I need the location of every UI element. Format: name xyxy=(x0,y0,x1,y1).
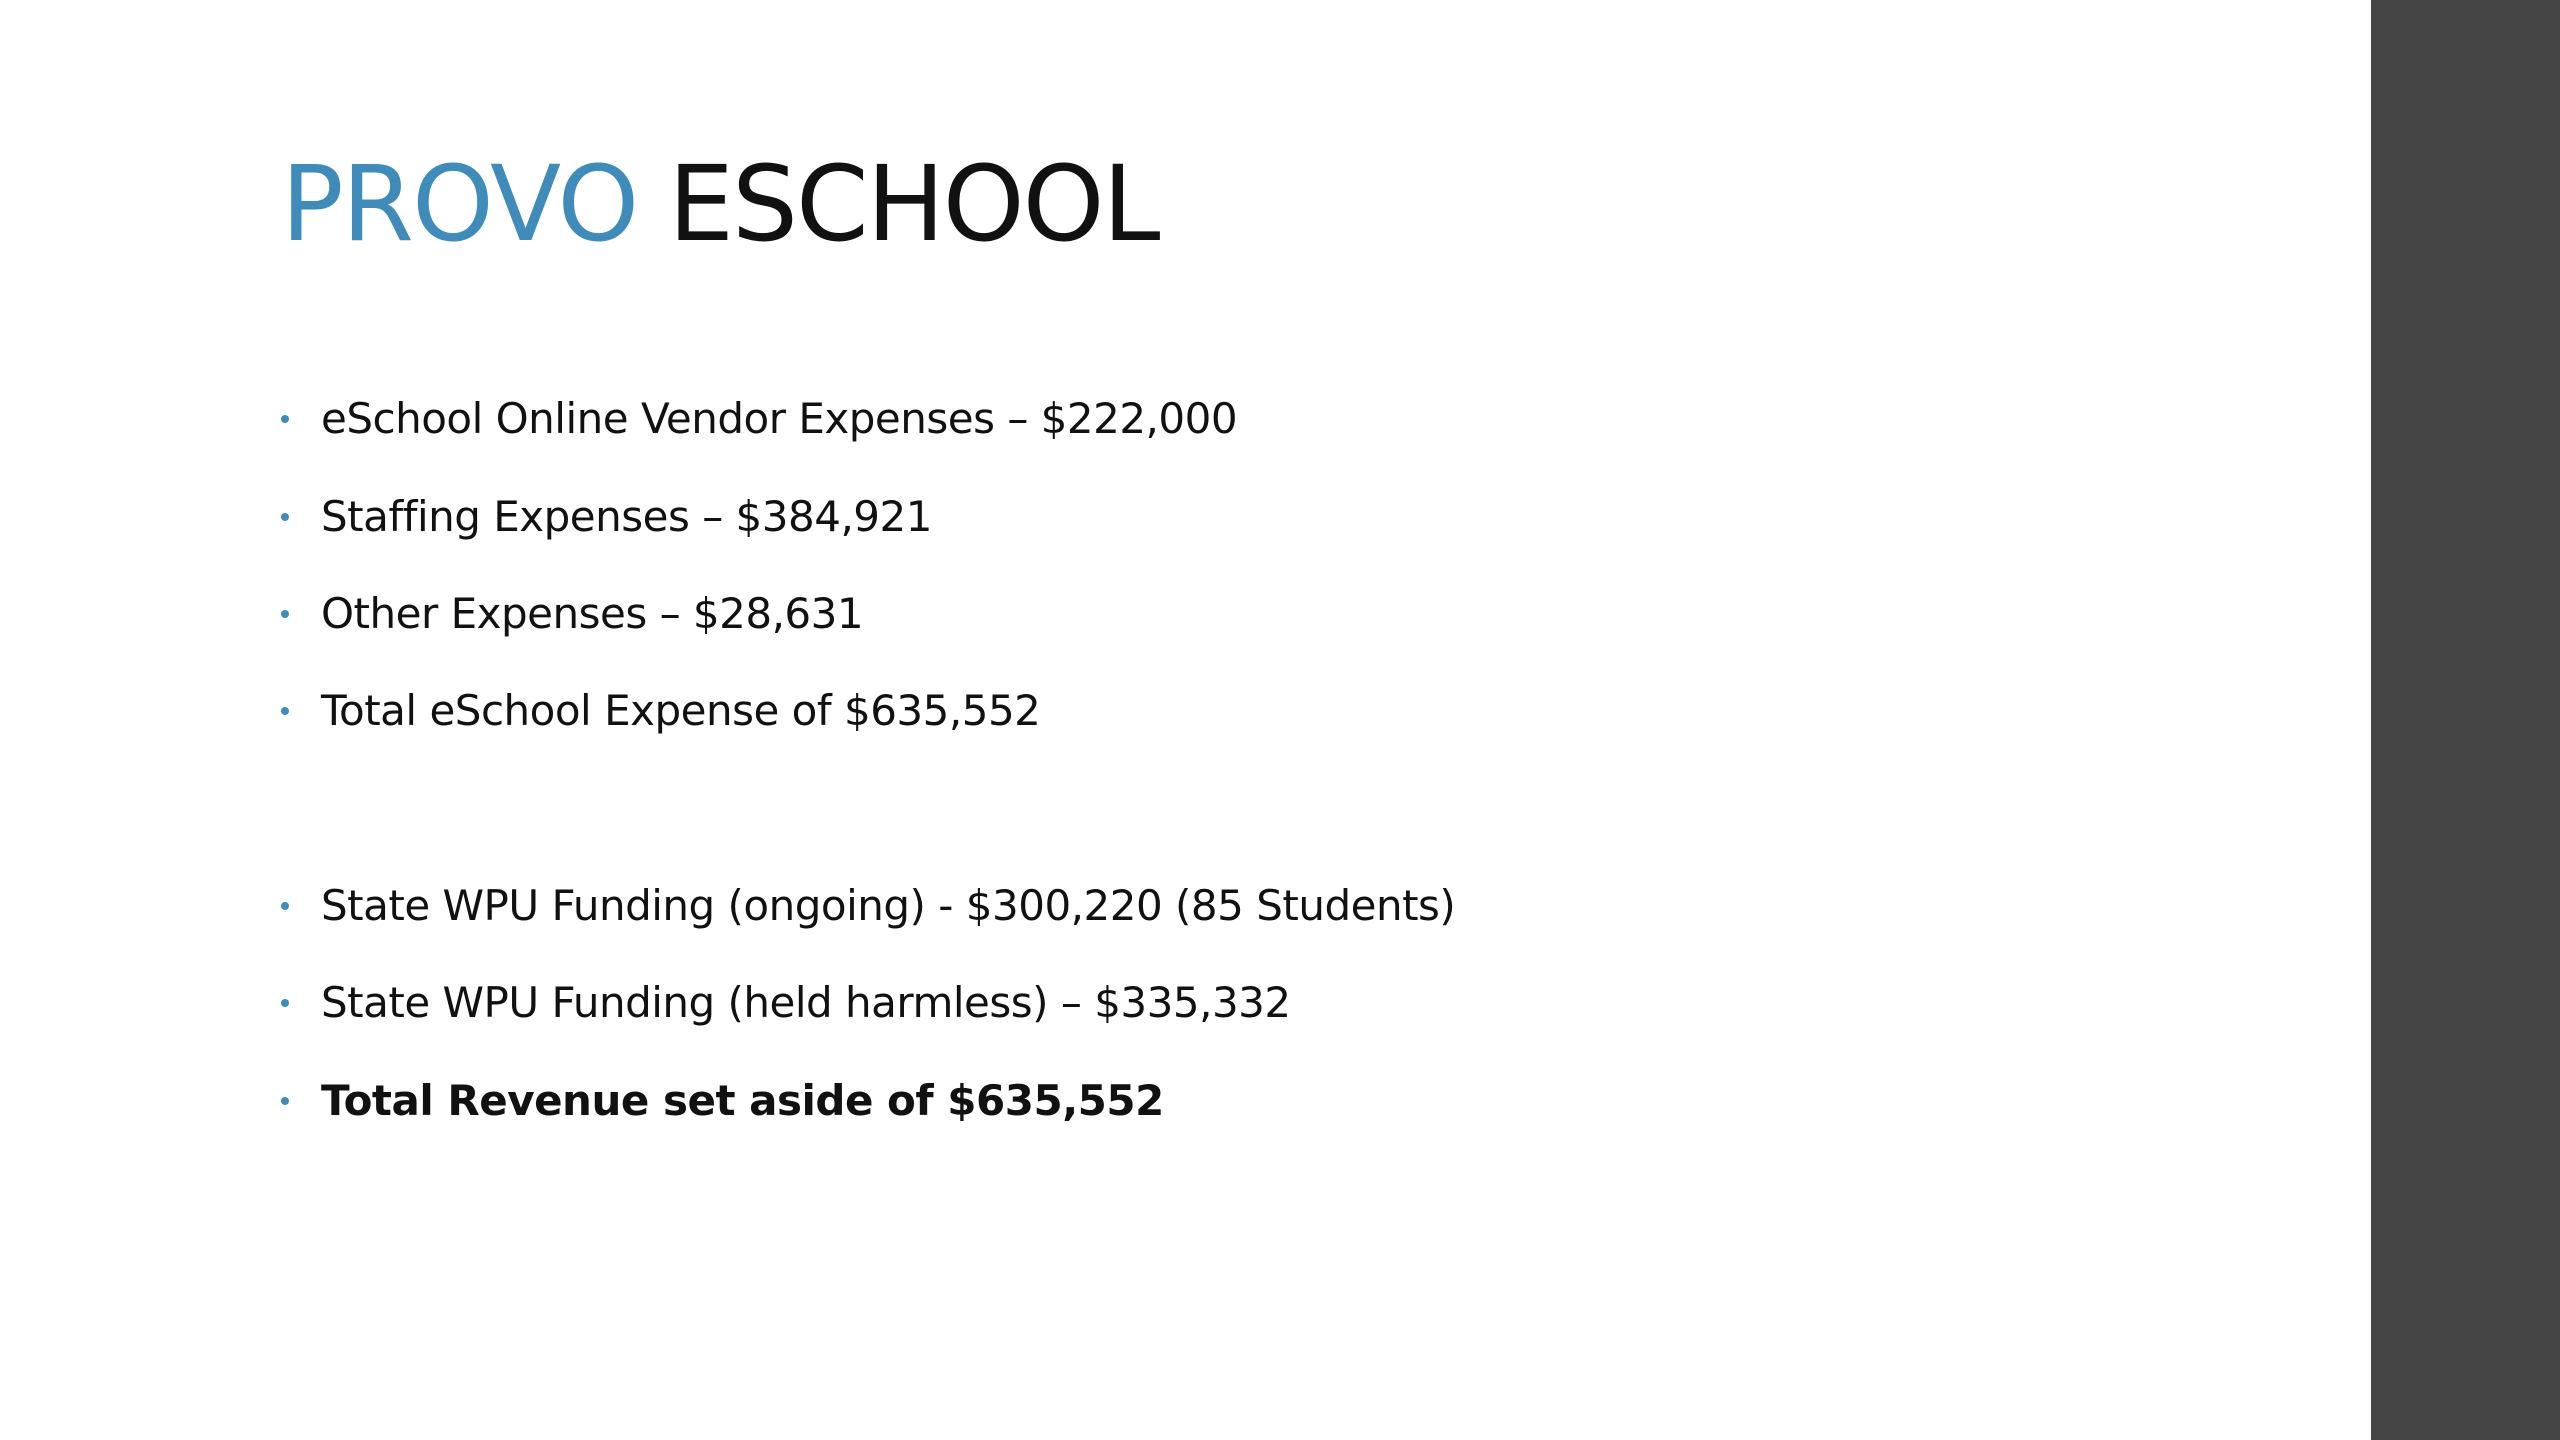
bullet-text: eSchool Online Vendor Expenses – $222,000 xyxy=(321,394,1238,443)
bullet-text: Total Revenue set aside of $635,552 xyxy=(321,1076,1164,1125)
bullet-icon xyxy=(281,1097,289,1105)
bullet-icon xyxy=(281,902,289,910)
slide-title xyxy=(281,142,1158,267)
bullet-text: Staffing Expenses – $384,921 xyxy=(321,492,932,541)
bullet-icon xyxy=(281,999,289,1007)
sidebar-panel xyxy=(2371,0,2560,1440)
bullet-icon xyxy=(281,513,289,521)
bullet-text: State WPU Funding (ongoing) - $300,220 (85 Students) xyxy=(321,881,1456,930)
bullet-icon xyxy=(281,610,289,618)
bullet-text: Other Expenses – $28,631 xyxy=(321,589,864,638)
title-accent: PROVO xyxy=(281,143,638,265)
bullet-icon xyxy=(281,707,289,715)
bullet-icon xyxy=(281,415,289,423)
bullet-text: State WPU Funding (held harmless) – $335,332 xyxy=(321,978,1291,1027)
title-rest: ESCHOOL xyxy=(668,143,1159,265)
bullet-text: Total eSchool Expense of $635,552 xyxy=(321,686,1041,735)
